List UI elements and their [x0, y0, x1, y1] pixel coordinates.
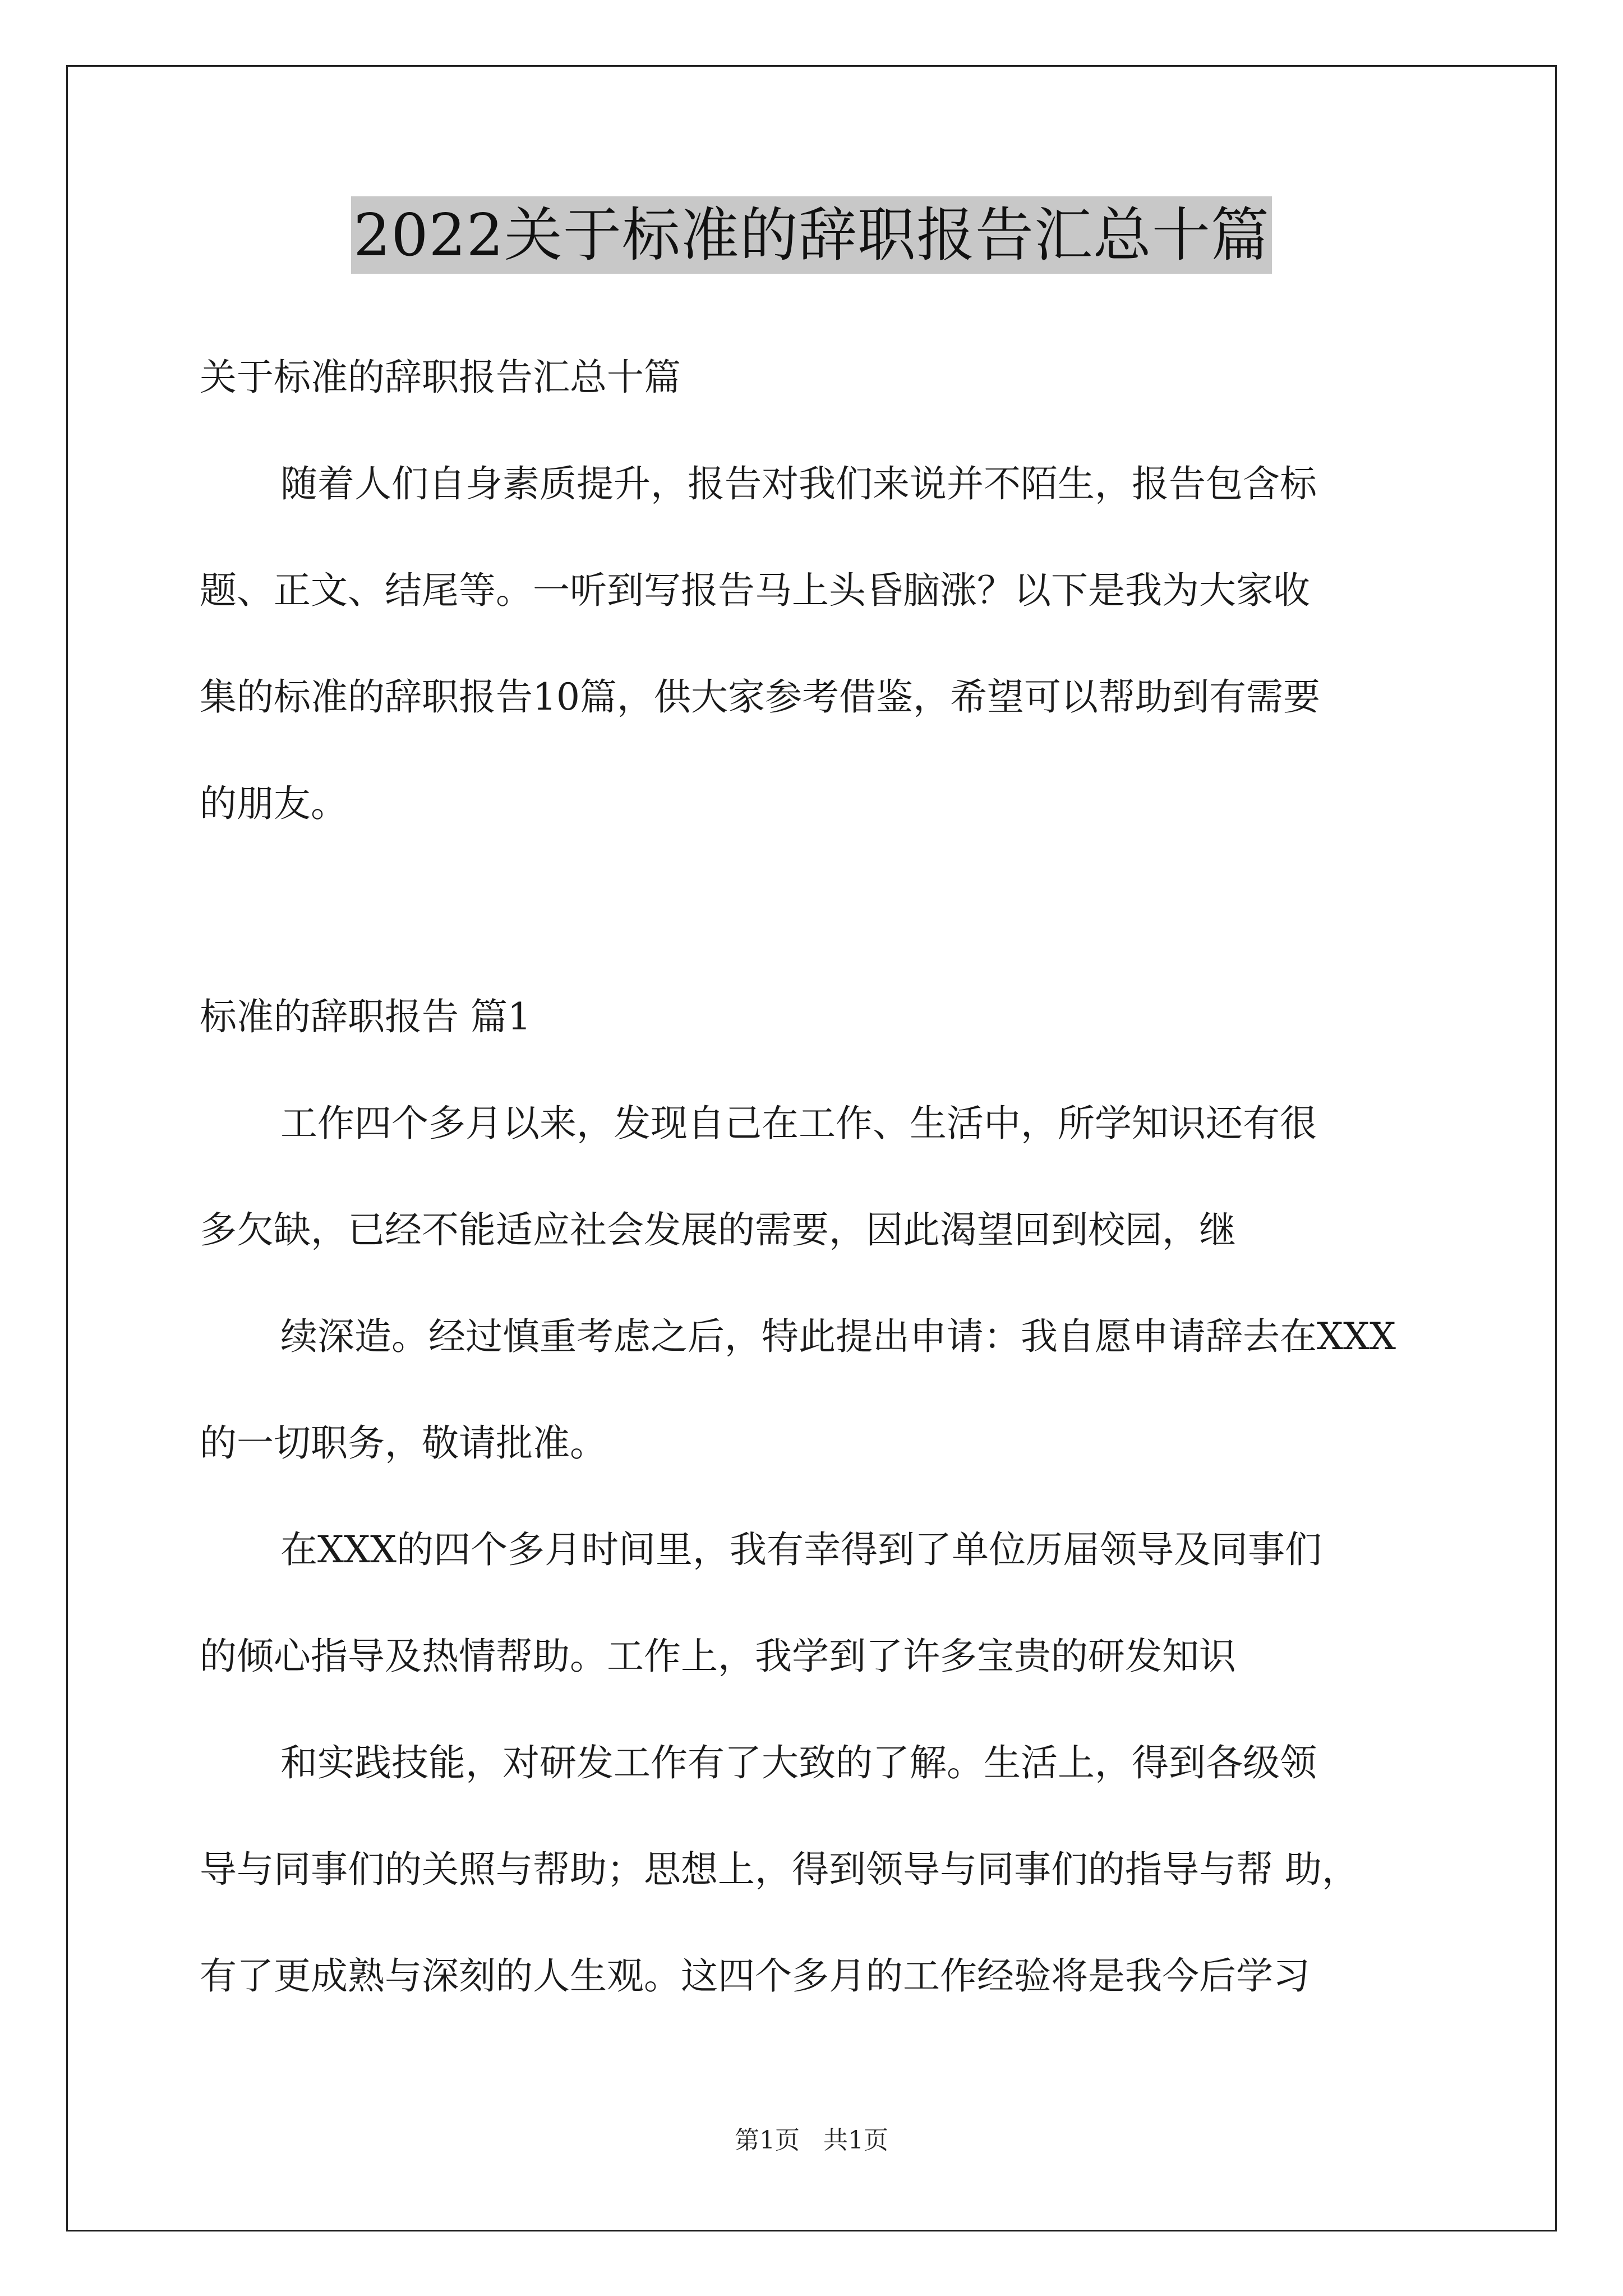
intro-line: 的朋友。 [200, 782, 348, 825]
body-line: 有了更成熟与深刻的人生观。这四个多月的工作经验将是我今后学习 [200, 1954, 1310, 1998]
body-line: 续深造。经过慎重考虑之后，特此提出申请：我自愿申请辞去在XXX [280, 1315, 1396, 1358]
intro-line: 题、正文、结尾等。一听到写报告马上头昏脑涨？以下是我为大家收 [200, 569, 1310, 612]
body-line: 工作四个多月以来，发现自己在工作、生活中，所学知识还有很 [280, 1102, 1317, 1145]
section-heading: 标准的辞职报告 篇1 [200, 995, 531, 1038]
intro-line: 随着人们自身素质提升，报告对我们来说并不陌生，报告包含标 [280, 462, 1317, 505]
body-line: 的倾心指导及热情帮助。工作上，我学到了许多宝贵的研发知识 [200, 1635, 1236, 1678]
document-subtitle: 关于标准的辞职报告汇总十篇 [200, 356, 681, 399]
body-line: 在XXX的四个多月时间里，我有幸得到了单位历届领导及同事们 [280, 1528, 1322, 1571]
body-line: 导与同事们的关照与帮助；思想上，得到领导与同事们的指导与帮 助， [200, 1848, 1359, 1891]
body-line: 的一切职务，敬请批准。 [200, 1421, 607, 1465]
body-line: 多欠缺，已经不能适应社会发展的需要，因此渴望回到校园，继 [200, 1208, 1236, 1251]
document-title: 2022关于标准的辞职报告汇总十篇 [351, 196, 1272, 274]
intro-line: 集的标准的辞职报告10篇，供大家参考借鉴，希望可以帮助到有需要 [200, 675, 1320, 719]
page-footer: 第1页 共1页 [735, 2126, 888, 2155]
body-line: 和实践技能，对研发工作有了大致的了解。生活上，得到各级领 [280, 1741, 1317, 1784]
title-container [0, 196, 1623, 274]
